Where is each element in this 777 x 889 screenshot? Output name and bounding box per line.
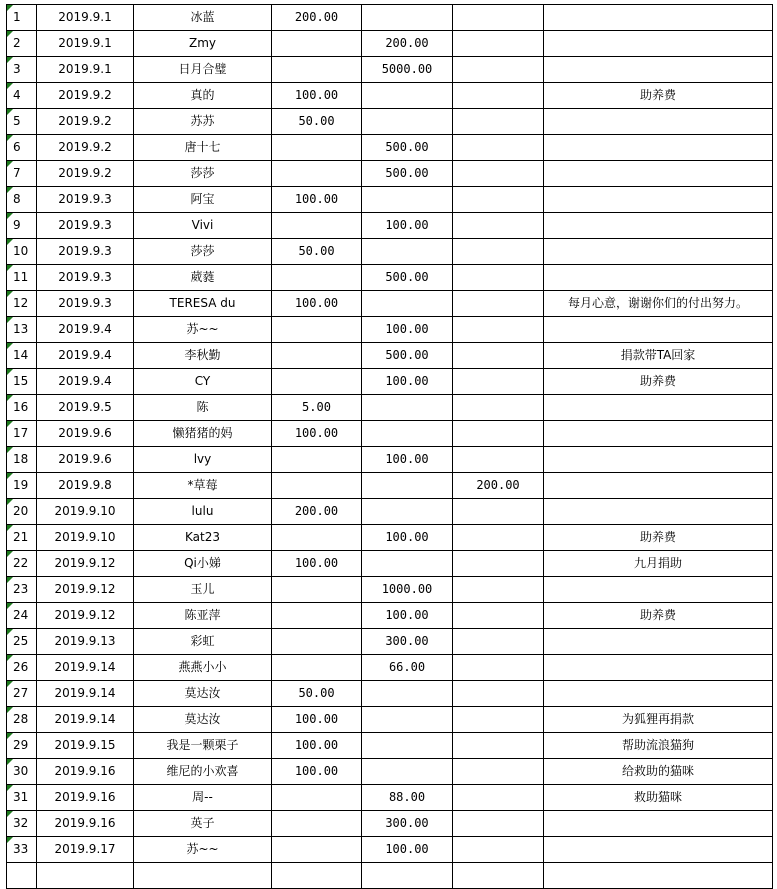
row-index-cell[interactable]: 3 (7, 57, 37, 83)
donor-name-cell[interactable]: Zmy (134, 31, 272, 57)
table-row (7, 161, 773, 187)
amount-cell-3[interactable] (453, 187, 544, 213)
note-cell[interactable]: 帮助流浪猫狗 (544, 733, 773, 759)
amount-cell-3[interactable] (453, 239, 544, 265)
amount-cell-1[interactable]: 100.00 (272, 551, 362, 577)
donation-table (6, 4, 773, 889)
amount-cell-2[interactable]: 100.00 (362, 317, 453, 343)
amount-cell-3[interactable] (453, 213, 544, 239)
date-cell[interactable]: 2019.9.3 (37, 213, 134, 239)
amount-cell-1[interactable] (272, 447, 362, 473)
amount-cell-2[interactable]: 100.00 (362, 525, 453, 551)
donor-name-cell[interactable]: Kat23 (134, 525, 272, 551)
table-row (7, 83, 773, 109)
table-row (7, 681, 773, 707)
amount-cell-2[interactable] (362, 291, 453, 317)
donor-name-cell[interactable]: 唐十七 (134, 135, 272, 161)
date-cell[interactable]: 2019.9.8 (37, 473, 134, 499)
amount-cell-1[interactable] (272, 525, 362, 551)
table-row (7, 213, 773, 239)
note-cell[interactable] (544, 135, 773, 161)
amount-cell-3[interactable] (453, 161, 544, 187)
row-index-cell[interactable]: 29 (7, 733, 37, 759)
date-cell[interactable]: 2019.9.2 (37, 161, 134, 187)
amount-cell-3[interactable] (453, 629, 544, 655)
note-cell[interactable] (544, 239, 773, 265)
row-index-cell[interactable]: 7 (7, 161, 37, 187)
amount-cell-2[interactable] (362, 681, 453, 707)
donor-name-cell[interactable]: Qi小娣 (134, 551, 272, 577)
row-index-cell[interactable]: 25 (7, 629, 37, 655)
amount-cell-2[interactable] (362, 733, 453, 759)
donor-name-cell[interactable]: 莫达汝 (134, 707, 272, 733)
amount-cell-2[interactable] (362, 395, 453, 421)
note-cell[interactable]: 每月心意，谢谢你们的付出努力。 (544, 291, 773, 317)
amount-cell-1[interactable]: 100.00 (272, 759, 362, 785)
amount-cell-1[interactable]: 100.00 (272, 421, 362, 447)
amount-cell-3[interactable] (453, 395, 544, 421)
amount-cell-3[interactable] (453, 525, 544, 551)
amount-cell-1[interactable] (272, 31, 362, 57)
amount-cell-2[interactable]: 300.00 (362, 811, 453, 837)
donor-name-cell[interactable]: 莎莎 (134, 239, 272, 265)
date-cell[interactable]: 2019.9.14 (37, 681, 134, 707)
table-row (7, 5, 773, 31)
amount-cell-1[interactable]: 100.00 (272, 707, 362, 733)
note-cell[interactable] (544, 187, 773, 213)
donor-name-cell[interactable]: 维尼的小欢喜 (134, 759, 272, 785)
table-row (7, 291, 773, 317)
note-cell[interactable]: 给救助的猫咪 (544, 759, 773, 785)
table-row (7, 577, 773, 603)
note-cell[interactable] (544, 681, 773, 707)
table-row (7, 551, 773, 577)
donor-name-cell[interactable]: 真的 (134, 83, 272, 109)
note-cell[interactable] (544, 499, 773, 525)
amount-cell-1[interactable]: 5.00 (272, 395, 362, 421)
date-cell[interactable]: 2019.9.6 (37, 421, 134, 447)
amount-cell-3[interactable] (453, 707, 544, 733)
note-cell[interactable]: 助养费 (544, 369, 773, 395)
amount-cell-2[interactable]: 88.00 (362, 785, 453, 811)
row-index-cell[interactable]: 31 (7, 785, 37, 811)
amount-cell-2[interactable] (362, 473, 453, 499)
amount-cell-3[interactable] (453, 369, 544, 395)
donor-name-cell[interactable]: 葳蕤 (134, 265, 272, 291)
amount-cell-3[interactable] (453, 759, 544, 785)
amount-cell-1[interactable]: 100.00 (272, 291, 362, 317)
note-cell[interactable] (544, 213, 773, 239)
note-cell[interactable] (544, 395, 773, 421)
amount-cell-3[interactable] (453, 733, 544, 759)
amount-cell-3[interactable] (453, 499, 544, 525)
date-cell[interactable]: 2019.9.12 (37, 551, 134, 577)
table-row (7, 499, 773, 525)
table-row (7, 707, 773, 733)
table-row (7, 525, 773, 551)
table-row (7, 759, 773, 785)
donor-name-cell[interactable]: 阿宝 (134, 187, 272, 213)
empty-cell (362, 863, 453, 889)
row-index-cell[interactable]: 17 (7, 421, 37, 447)
amount-cell-2[interactable]: 500.00 (362, 265, 453, 291)
table-row (7, 187, 773, 213)
row-index-cell[interactable]: 5 (7, 109, 37, 135)
amount-cell-1[interactable]: 100.00 (272, 733, 362, 759)
date-cell[interactable]: 2019.9.12 (37, 577, 134, 603)
donor-name-cell[interactable]: 莎莎 (134, 161, 272, 187)
amount-cell-2[interactable]: 5000.00 (362, 57, 453, 83)
note-cell[interactable] (544, 161, 773, 187)
amount-cell-1[interactable] (272, 161, 362, 187)
date-cell[interactable]: 2019.9.2 (37, 135, 134, 161)
amount-cell-2[interactable]: 100.00 (362, 603, 453, 629)
table-row (7, 109, 773, 135)
row-index-cell[interactable]: 11 (7, 265, 37, 291)
note-cell[interactable]: 捐款带TA回家 (544, 343, 773, 369)
amount-cell-1[interactable] (272, 369, 362, 395)
donor-name-cell[interactable]: 苏~~ (134, 837, 272, 863)
table-row (7, 447, 773, 473)
amount-cell-2[interactable]: 500.00 (362, 135, 453, 161)
table-row (7, 733, 773, 759)
amount-cell-2[interactable]: 500.00 (362, 343, 453, 369)
note-cell[interactable] (544, 57, 773, 83)
amount-cell-1[interactable] (272, 655, 362, 681)
row-index-cell[interactable]: 12 (7, 291, 37, 317)
table-row (7, 265, 773, 291)
row-index-cell[interactable]: 14 (7, 343, 37, 369)
row-index-cell[interactable]: 20 (7, 499, 37, 525)
amount-cell-3[interactable] (453, 31, 544, 57)
note-cell[interactable]: 救助猫咪 (544, 785, 773, 811)
table-row (7, 837, 773, 863)
amount-cell-2[interactable] (362, 83, 453, 109)
amount-cell-1[interactable] (272, 577, 362, 603)
amount-cell-2[interactable] (362, 421, 453, 447)
date-cell[interactable]: 2019.9.16 (37, 811, 134, 837)
amount-cell-2[interactable] (362, 239, 453, 265)
table-row (7, 629, 773, 655)
amount-cell-3[interactable] (453, 83, 544, 109)
amount-cell-3[interactable] (453, 655, 544, 681)
table-row (7, 655, 773, 681)
table-row (7, 811, 773, 837)
row-index-cell[interactable]: 8 (7, 187, 37, 213)
row-index-cell[interactable]: 27 (7, 681, 37, 707)
amount-cell-3[interactable] (453, 681, 544, 707)
amount-cell-1[interactable]: 100.00 (272, 187, 362, 213)
date-cell[interactable]: 2019.9.4 (37, 317, 134, 343)
amount-cell-3[interactable] (453, 57, 544, 83)
amount-cell-2[interactable]: 1000.00 (362, 577, 453, 603)
amount-cell-1[interactable] (272, 785, 362, 811)
amount-cell-2[interactable]: 200.00 (362, 31, 453, 57)
amount-cell-2[interactable] (362, 759, 453, 785)
amount-cell-3[interactable] (453, 811, 544, 837)
empty-cell (134, 863, 272, 889)
amount-cell-1[interactable] (272, 343, 362, 369)
amount-cell-3[interactable] (453, 421, 544, 447)
table-row (7, 317, 773, 343)
date-cell[interactable]: 2019.9.16 (37, 759, 134, 785)
row-index-cell[interactable]: 21 (7, 525, 37, 551)
amount-cell-3[interactable] (453, 109, 544, 135)
amount-cell-2[interactable] (362, 551, 453, 577)
amount-cell-3[interactable] (453, 265, 544, 291)
date-cell[interactable]: 2019.9.6 (37, 447, 134, 473)
empty-cell (37, 863, 134, 889)
donor-name-cell[interactable]: 冰蓝 (134, 5, 272, 31)
table-row (7, 473, 773, 499)
amount-cell-2[interactable]: 100.00 (362, 213, 453, 239)
donor-name-cell[interactable]: 周-- (134, 785, 272, 811)
row-index-cell[interactable]: 15 (7, 369, 37, 395)
donor-name-cell[interactable]: 玉儿 (134, 577, 272, 603)
donor-name-cell[interactable]: CY (134, 369, 272, 395)
table-body (7, 5, 773, 889)
table-row (7, 395, 773, 421)
note-cell[interactable]: 助养费 (544, 603, 773, 629)
amount-cell-1[interactable]: 200.00 (272, 5, 362, 31)
note-cell[interactable] (544, 811, 773, 837)
amount-cell-1[interactable] (272, 629, 362, 655)
amount-cell-2[interactable]: 100.00 (362, 447, 453, 473)
row-index-cell[interactable]: 6 (7, 135, 37, 161)
note-cell[interactable]: 助养费 (544, 525, 773, 551)
amount-cell-1[interactable] (272, 811, 362, 837)
row-index-cell[interactable]: 18 (7, 447, 37, 473)
amount-cell-3[interactable] (453, 603, 544, 629)
partial-row (7, 863, 773, 889)
amount-cell-2[interactable] (362, 187, 453, 213)
row-index-cell[interactable]: 26 (7, 655, 37, 681)
row-index-cell[interactable]: 24 (7, 603, 37, 629)
row-index-cell[interactable]: 22 (7, 551, 37, 577)
table-row (7, 135, 773, 161)
amount-cell-1[interactable]: 100.00 (272, 83, 362, 109)
date-cell[interactable]: 2019.9.1 (37, 5, 134, 31)
donor-name-cell[interactable]: 懒猪猪的妈 (134, 421, 272, 447)
table-row (7, 239, 773, 265)
amount-cell-1[interactable] (272, 317, 362, 343)
amount-cell-3[interactable] (453, 291, 544, 317)
row-index-cell[interactable]: 13 (7, 317, 37, 343)
note-cell[interactable] (544, 31, 773, 57)
amount-cell-1[interactable] (272, 265, 362, 291)
table-row (7, 343, 773, 369)
empty-cell (7, 863, 37, 889)
table-row (7, 603, 773, 629)
donor-name-cell[interactable]: 李秋勤 (134, 343, 272, 369)
note-cell[interactable] (544, 421, 773, 447)
amount-cell-2[interactable]: 100.00 (362, 369, 453, 395)
row-index-cell[interactable]: 9 (7, 213, 37, 239)
note-cell[interactable] (544, 447, 773, 473)
note-cell[interactable] (544, 265, 773, 291)
table-row (7, 421, 773, 447)
table-row (7, 57, 773, 83)
date-cell[interactable]: 2019.9.10 (37, 499, 134, 525)
date-cell[interactable]: 2019.9.3 (37, 187, 134, 213)
amount-cell-1[interactable] (272, 473, 362, 499)
date-cell[interactable]: 2019.9.14 (37, 707, 134, 733)
amount-cell-1[interactable]: 50.00 (272, 109, 362, 135)
amount-cell-3[interactable] (453, 837, 544, 863)
date-cell[interactable]: 2019.9.2 (37, 83, 134, 109)
donor-name-cell[interactable]: 苏苏 (134, 109, 272, 135)
row-index-cell[interactable]: 33 (7, 837, 37, 863)
note-cell[interactable] (544, 473, 773, 499)
amount-cell-2[interactable] (362, 5, 453, 31)
donor-name-cell[interactable]: TERESA du (134, 291, 272, 317)
date-cell[interactable]: 2019.9.3 (37, 291, 134, 317)
date-cell[interactable]: 2019.9.3 (37, 239, 134, 265)
empty-cell (272, 863, 362, 889)
amount-cell-1[interactable] (272, 837, 362, 863)
note-cell[interactable] (544, 577, 773, 603)
date-cell[interactable]: 2019.9.12 (37, 603, 134, 629)
row-index-cell[interactable]: 32 (7, 811, 37, 837)
amount-cell-2[interactable]: 100.00 (362, 837, 453, 863)
date-cell[interactable]: 2019.9.1 (37, 57, 134, 83)
note-cell[interactable] (544, 837, 773, 863)
donor-name-cell[interactable]: 彩虹 (134, 629, 272, 655)
date-cell[interactable]: 2019.9.14 (37, 655, 134, 681)
amount-cell-1[interactable]: 50.00 (272, 681, 362, 707)
amount-cell-2[interactable] (362, 707, 453, 733)
note-cell[interactable] (544, 655, 773, 681)
note-cell[interactable]: 为狐狸再捐款 (544, 707, 773, 733)
donor-name-cell[interactable]: 莫达汝 (134, 681, 272, 707)
amount-cell-1[interactable]: 200.00 (272, 499, 362, 525)
donor-name-cell[interactable]: *草莓 (134, 473, 272, 499)
donor-name-cell[interactable]: 日月合璧 (134, 57, 272, 83)
date-cell[interactable]: 2019.9.3 (37, 265, 134, 291)
table-row (7, 785, 773, 811)
amount-cell-2[interactable]: 500.00 (362, 161, 453, 187)
date-cell[interactable]: 2019.9.17 (37, 837, 134, 863)
amount-cell-1[interactable] (272, 213, 362, 239)
date-cell[interactable]: 2019.9.4 (37, 369, 134, 395)
date-cell[interactable]: 2019.9.1 (37, 31, 134, 57)
donor-name-cell[interactable]: 陈 (134, 395, 272, 421)
date-cell[interactable]: 2019.9.13 (37, 629, 134, 655)
amount-cell-1[interactable] (272, 57, 362, 83)
row-index-cell[interactable]: 19 (7, 473, 37, 499)
amount-cell-1[interactable]: 50.00 (272, 239, 362, 265)
row-index-cell[interactable]: 23 (7, 577, 37, 603)
amount-cell-3[interactable] (453, 551, 544, 577)
donor-name-cell[interactable]: lulu (134, 499, 272, 525)
amount-cell-3[interactable] (453, 785, 544, 811)
row-index-cell[interactable]: 1 (7, 5, 37, 31)
note-cell[interactable] (544, 5, 773, 31)
note-cell[interactable]: 九月捐助 (544, 551, 773, 577)
note-cell[interactable]: 助养费 (544, 83, 773, 109)
amount-cell-3[interactable] (453, 343, 544, 369)
date-cell[interactable]: 2019.9.2 (37, 109, 134, 135)
donor-name-cell[interactable]: 陈亚萍 (134, 603, 272, 629)
row-index-cell[interactable]: 28 (7, 707, 37, 733)
amount-cell-3[interactable] (453, 5, 544, 31)
row-index-cell[interactable]: 16 (7, 395, 37, 421)
date-cell[interactable]: 2019.9.10 (37, 525, 134, 551)
empty-cell (453, 863, 544, 889)
donor-name-cell[interactable]: 燕燕小小 (134, 655, 272, 681)
amount-cell-1[interactable] (272, 135, 362, 161)
row-index-cell[interactable]: 30 (7, 759, 37, 785)
date-cell[interactable]: 2019.9.16 (37, 785, 134, 811)
amount-cell-2[interactable]: 66.00 (362, 655, 453, 681)
amount-cell-2[interactable] (362, 109, 453, 135)
amount-cell-2[interactable] (362, 499, 453, 525)
row-index-cell[interactable]: 2 (7, 31, 37, 57)
amount-cell-3[interactable]: 200.00 (453, 473, 544, 499)
amount-cell-3[interactable] (453, 447, 544, 473)
row-index-cell[interactable]: 10 (7, 239, 37, 265)
table-row (7, 369, 773, 395)
date-cell[interactable]: 2019.9.4 (37, 343, 134, 369)
row-index-cell[interactable]: 4 (7, 83, 37, 109)
date-cell[interactable]: 2019.9.15 (37, 733, 134, 759)
amount-cell-3[interactable] (453, 135, 544, 161)
donor-name-cell[interactable]: 我是一颗栗子 (134, 733, 272, 759)
amount-cell-3[interactable] (453, 317, 544, 343)
empty-cell (544, 863, 773, 889)
table-row (7, 31, 773, 57)
amount-cell-2[interactable]: 300.00 (362, 629, 453, 655)
note-cell[interactable] (544, 109, 773, 135)
note-cell[interactable] (544, 317, 773, 343)
donor-name-cell[interactable]: 苏~~ (134, 317, 272, 343)
note-cell[interactable] (544, 629, 773, 655)
donor-name-cell[interactable]: Vivi (134, 213, 272, 239)
donor-name-cell[interactable]: 英子 (134, 811, 272, 837)
amount-cell-1[interactable] (272, 603, 362, 629)
donor-name-cell[interactable]: lvy (134, 447, 272, 473)
date-cell[interactable]: 2019.9.5 (37, 395, 134, 421)
amount-cell-3[interactable] (453, 577, 544, 603)
